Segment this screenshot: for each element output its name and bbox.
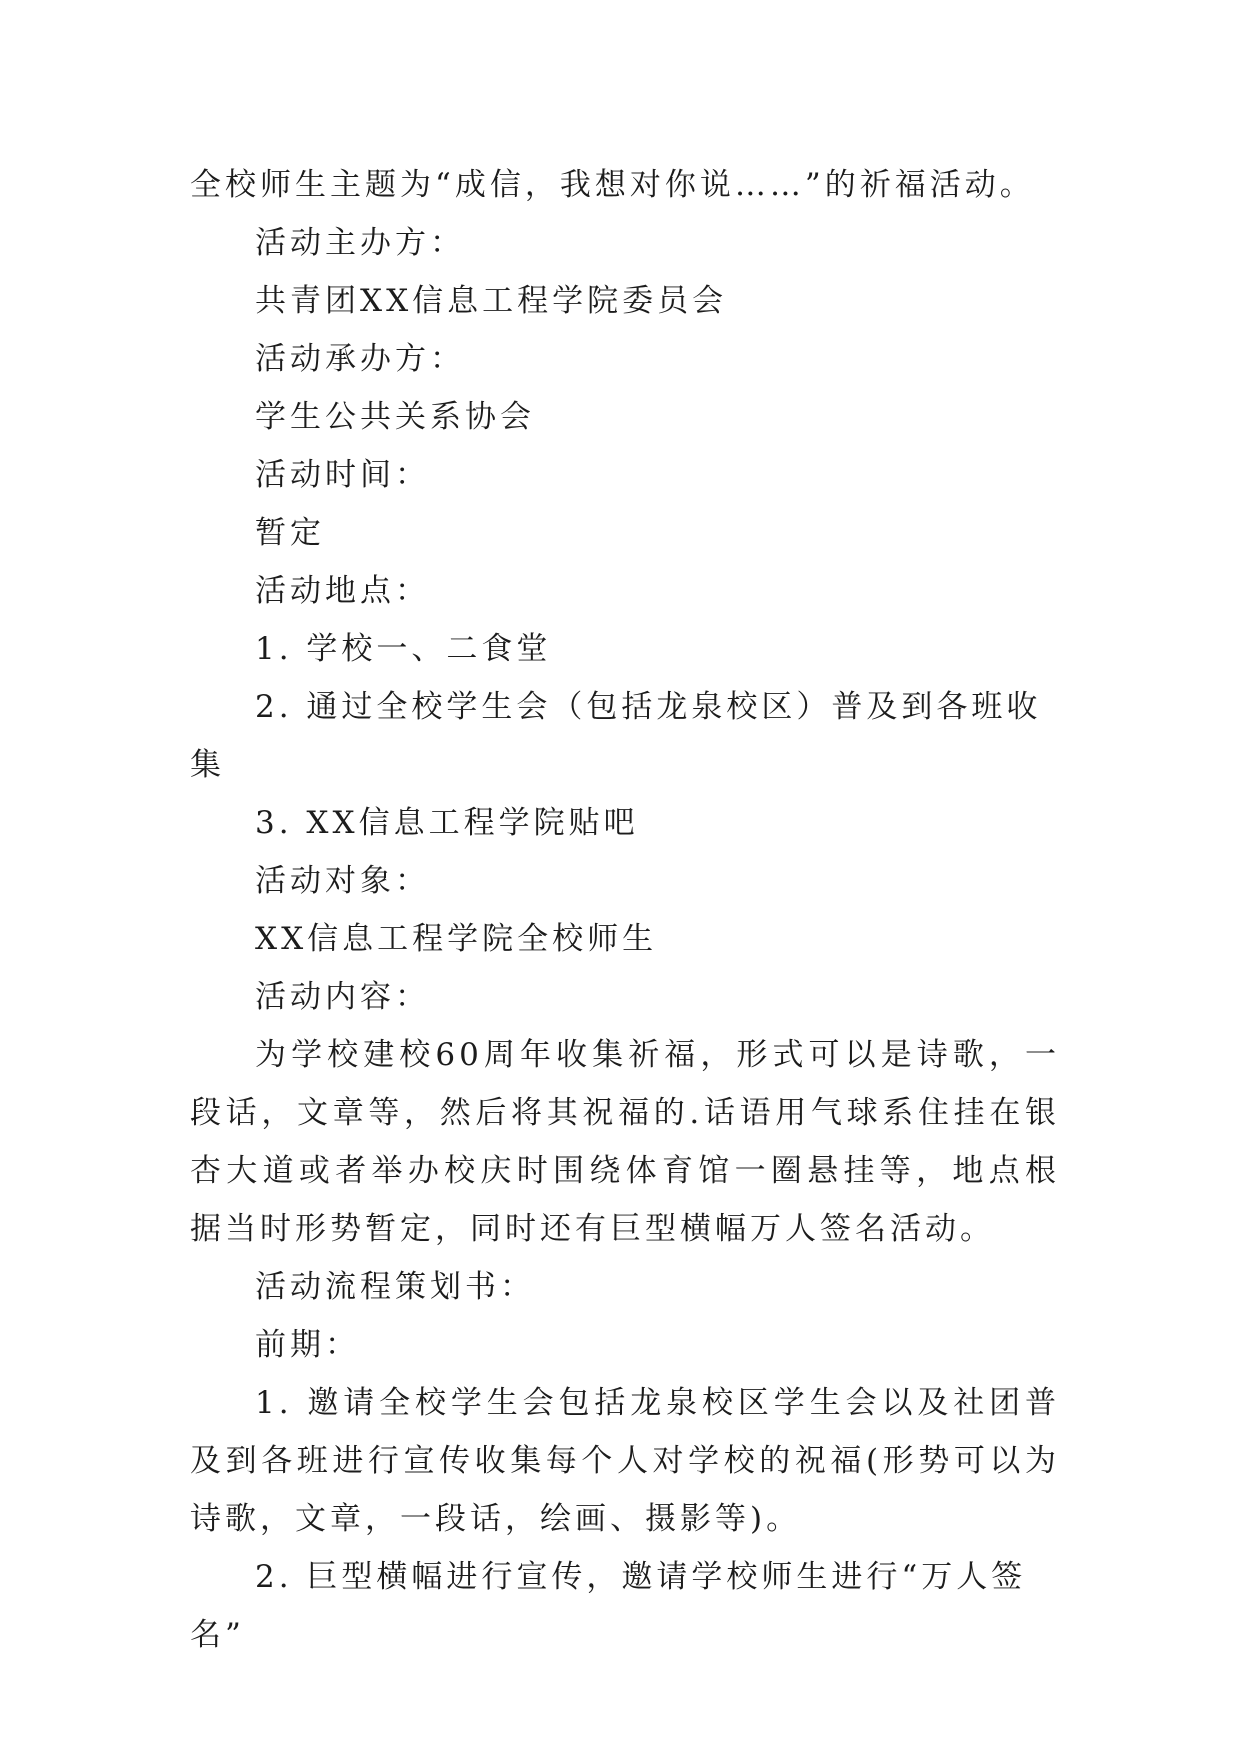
host-value: 学生公共关系协会 <box>255 399 535 435</box>
early-stage-item-2: 2. 巨型横幅进行宣传，邀请学校师生进行“万人签名” <box>190 1559 1027 1653</box>
heading-time: 活动时间： <box>255 457 430 493</box>
early-stage-item-1: 1. 邀请全校学生会包括龙泉校区学生会以及社团普及到各班进行宣传收集每个人对学校的祝福(形势可以为诗歌，文章，一段话，绘画、摄影等)。 <box>190 1385 1060 1537</box>
audience-value: XX信息工程学院全校师生 <box>255 921 658 957</box>
heading-early-stage: 前期： <box>255 1327 360 1363</box>
heading-content: 活动内容： <box>255 979 430 1015</box>
content-paragraph: 为学校建校60周年收集祈福，形式可以是诗歌，一段话，文章等，然后将其祝福的.话语用气球系住挂在银杏大道或者举办校庆时围绕体育馆一圈悬挂等，地点根据当时形势暂定，同时还有巨型横幅万人签名活动。 <box>190 1037 1060 1247</box>
heading-process: 活动流程策划书： <box>255 1269 535 1305</box>
heading-audience: 活动对象： <box>255 863 430 899</box>
location-item-1: 1. 学校一、二食堂 <box>255 631 552 667</box>
document-body <box>190 156 1060 1664</box>
location-item-2: 2. 通过全校学生会（包括龙泉校区）普及到各班收集 <box>190 689 1042 783</box>
organizer-value: 共青团XX信息工程学院委员会 <box>255 283 728 319</box>
heading-location: 活动地点： <box>255 573 430 609</box>
heading-organizer: 活动主办方： <box>255 225 465 261</box>
time-value: 暂定 <box>255 515 325 551</box>
location-item-3: 3. XX信息工程学院贴吧 <box>255 805 639 841</box>
heading-host: 活动承办方： <box>255 341 465 377</box>
paragraph-intro: 全校师生主题为“成信，我想对你说……”的祈福活动。 <box>190 167 1035 203</box>
